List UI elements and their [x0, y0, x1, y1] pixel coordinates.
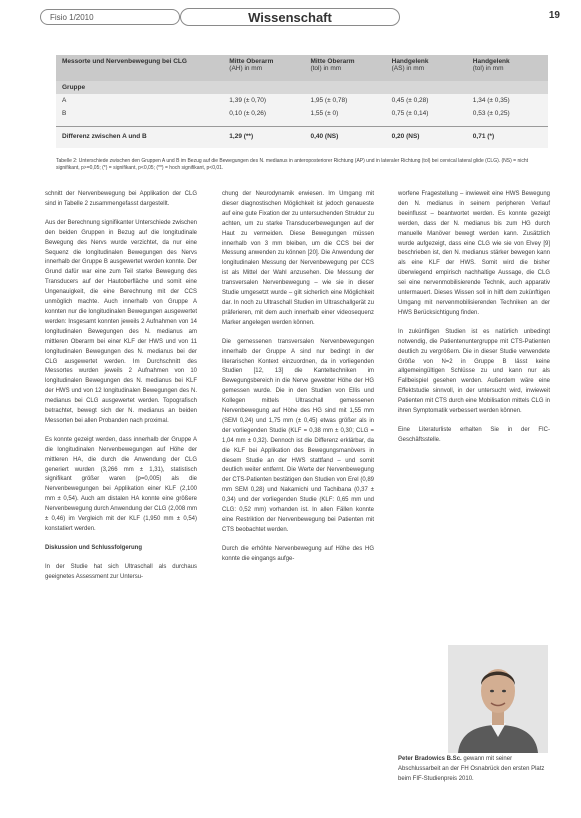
text-column-2 [222, 190, 374, 574]
table-header-unit: (tol) in mm [472, 65, 504, 72]
section-title: Wissenschaft [180, 8, 400, 26]
table-header-cell: Messorte und Nervenbewegung bei CLG [56, 55, 223, 81]
table-difference-cell: 0,20 (NS) [386, 127, 467, 146]
body-paragraph: Aus der Berechnung signifikanter Unterschiede zwischen den beiden Gruppen in Bezug auf die longitudinale Bewegung des Nervs wurde verzichtet, da nur eine Sequenz die longitudinalen Bewegungen des Nervs innerhalb der Gruppe B ausgewertet werden konnte. Der Grund dafür war eine zum Teil starke Bewegung des Transducers auf der Hautoberfläche und somit eine Ungenauigkeit, die eine Berechnung mit der CCS unmöglich machte. Auch innerhalb von Gruppe A konnten nur die longitudinalen Bewegungen ausgewertet werden: Insgesamt konnten jeweils 2 Aufnahmen von 14 longitudinalen Bewegungen des N. medianus am mittleren Oberarm bei einer KLF der HWS und von 11 longitudinalen Bewegungen des N. medianus bei der CLG ausgewertet werden. Im Durchschnitt des Messortes wurden jeweils 2 Aufnahmen von 10 longitudinalen Bewegungen des N. medianus bei KLF der HWS und von 12 longitudinalen Bewegungen des N. medianus bei CLG ausgewertet werden. Topografisch betrachtet, bewegt sich der N. medianus an beiden Messorten bei allen Probanden nach proximal. [45, 219, 197, 424]
table-cell: 1,39 (± 0,70) [229, 97, 267, 104]
text-column-1 [45, 190, 197, 592]
table-header-row [56, 55, 548, 81]
table-group-cell [223, 81, 304, 94]
text-column-3 [398, 190, 550, 455]
portrait-image [448, 645, 548, 753]
table-difference-cell: 1,29 (**) [223, 127, 304, 146]
table-cell: 0,45 (± 0,28) [391, 97, 429, 104]
body-paragraph: In der Studie hat sich Ultraschall als durchaus geeignetes Assessment zur Untersu- [45, 563, 197, 580]
table-caption: Tabelle 2: Unterschiede zwischen den Gruppen A und B im Bezug auf die Bewegungen des N. medianus in anteroposteriorer Richtung (AP) und in lateraler Richtung (tol) bei cervical lateral glide (CLG). (NS) = nicht signifikant, p>=0,05; (*) = signifikant, p<0,05; (**) = hoch signifikant, p<0,01. [56, 158, 529, 171]
body-paragraph: In zukünftigen Studien ist es natürlich unbedingt notwendig, die Patientenuntergruppe mit CTS-Patienten deutlich zu vergrößern. Die in dieser Studie verwendete Größe von N=2 in Gruppe B lässt keine allgemeingültigen Schlüsse zu und kann nur als Fallbeispiel gesehen werden. Außerdem wäre eine Effektstudie sinnvoll, in der untersucht wird, inwieweit Patienten mit CTS durch eine Mobilisation mittels CLG in ihren Symptomatik verbessert werden können. [398, 328, 550, 415]
table-row [56, 107, 548, 120]
table-difference-cell: 0,40 (NS) [304, 127, 385, 146]
body-paragraph: Durch die erhöhte Nervenbewegung auf Höhe des HG konnte die eingangs aufge- [222, 545, 374, 562]
body-paragraph: schnitt der Nervenbewegung bei Applikation der CLG sind in Tabelle 2 zusammengefasst dargestellt. [45, 191, 197, 207]
table-cell: 1,55 (± 0) [310, 110, 339, 117]
table-header-label: Handgelenk [472, 58, 510, 65]
table-header-label: Mitte Oberarm [229, 58, 274, 65]
photo-caption-name: Peter Bradowics B.Sc. [398, 756, 462, 762]
journal-issue: Fisio 1/2010 [40, 9, 180, 25]
body-paragraph: chung der Neurodynamik erwiesen. Im Umgang mit dieser diagnostischen Möglichkeit ist jedoch genaueste auf eine gute Fixation der zu untersuchenden Struktur zu achten, um zu starke Transducerbewegungen auf der Haut zu vermeiden. Diese Bewegungen müssen innerhalb von 3 mm bleiben, um die CCS bei der Messung anwenden zu können [20]. Die Anwendung der longitudinalen Messung der Nervenbewegung per CCS ist als Mittel der Wahl anzusehen. Die Messung der transversalen Nervenbewegung – wie sie in dieser Studie umgesetzt wurde – gilt sicherlich eine Möglichkeit dar. In noch zu Ultraschall Studien im Ultraschallgerät zu präferieren, mit dem auch innerhalb einer videosequenz Marker angelegen werden können. [222, 191, 374, 326]
table-cell: 0,75 (± 0,14) [391, 110, 429, 117]
table-cell: 0,53 (± 0,25) [472, 110, 510, 117]
table-difference-label: Differenz zwischen A und B [56, 127, 223, 146]
page-number: 19 [548, 10, 560, 21]
table-header-label: Mitte Oberarm [310, 58, 355, 65]
table-group-cell [386, 81, 467, 94]
section-heading: Diskussion und Schlussfolgerung [45, 544, 143, 551]
table-difference-cell: 0,71 (*) [467, 127, 548, 146]
results-table [56, 55, 548, 148]
table-header-cell [304, 55, 385, 81]
body-paragraph: Die gemessenen transversalen Nervenbewegungen innerhalb der Gruppe A sind nur bedingt in der literarischen Kontext einzuordnen, da in vorliegenden Studien [12, 13] die Kanteltechniken im Bewegungsbereich in die Nerve gewebter Höhe der HG gemessen wurde. Die in den Studien von Ellis und Kollegen mittels Ultraschall gemessenen Nervenbewegung auf Höhe des HG sind mit 1,55 mm (SEM 0,24) und 1,75 mm (± 0,45) etwas größer als in der vorliegenden Studie (KLF = 0,38 mm ± 0,30; CLG = 1,04 mm ± 0,32). Dennoch ist die Differenz erklärbar, da die KLF bei Applikation des Bewegungsmanövers in diesem Studie an der HWS stattfand – und somit deutlich weiter entfernt. Die Werte der Nervenbewegung der CTS-Patienten bestätigen den Studien von Erel (0,89 mm SEM 0,28) und Nakamichi und Tachibana (0,37 ± 0,34) und der vorliegenden Studie (KLF: 0,65 mm und CLG: 0,52 mm) vorhanden ist. In allen Fällen konnte eine Restriktion der Nervenbewegung bei Patienten mit CTS beobachtet werden. [222, 338, 374, 533]
table-cell: 1,34 (± 0,35) [472, 97, 510, 104]
body-paragraph: worfene Fragestellung – inwieweit eine HWS Bewegung den N. medianus in seinem peripheren Verlauf beeinflusst – beantwortet werden. Es konnte gezeigt werden, dass der N. medianus bis zum HG durch manuelle Manöver bewegt werden kann. Zusätzlich wurde aufgezeigt, dass eine CLG wie sie von Elvey [9] beschrieben ist, den N. medianus stärker bewegen kann als eine KLF der HWS. Somit wird die bisher überwiegend empirisch nachhaltige Aussage, die CLG sei eine nervenmobilisierende Technik, auch apparativ untermauert. Dieses Wissen soll in hilft dem zukünftigen Umgang mit nervenmobilisierenden Techniken an der HWS Berücksichtigung finden. [398, 191, 550, 316]
table-row-label: A [62, 97, 67, 104]
table-cell: 1,95 (± 0,78) [310, 97, 348, 104]
table-group-label: Gruppe [56, 81, 223, 94]
body-paragraph: Es konnte gezeigt werden, dass innerhalb der Gruppe A die longitudinalen Nervenbewegungen auf Höhe der mittleren HA, die durch die Anwendung der CLG generiert wurden (3,266 mm ± 1,31), statistisch signifikant größer waren (p=0,005) als die Nervenbewegungen bei Applikation einer KLF (2,100 mm ± 0,54). Auch am distalen HA konnte eine größere Nervenbewegung durch Anwendung der CLG (2,008 mm ± 0,46) im Vergleich mit der KLF (1,950 mm ± 0,54) konstatiert werden. [45, 436, 197, 532]
table-row-label: B [62, 110, 67, 117]
table-group-cell [467, 81, 548, 94]
table-cell: 0,10 (± 0,26) [229, 110, 267, 117]
photo-caption-text: gewann mit seiner Abschlussarbeit an der FH Osnabrück den ersten Platz beim FIF-Studienpreis 2010. [398, 756, 545, 782]
table-difference-row [56, 127, 548, 146]
table-header-label: Handgelenk [391, 58, 429, 65]
table-header-unit: (AS) in mm [391, 65, 425, 72]
table-group-row [56, 81, 548, 94]
table-header-cell [386, 55, 467, 81]
page-header [40, 8, 560, 28]
photo-caption [398, 755, 550, 785]
author-photo [448, 645, 548, 753]
body-paragraph: Eine Literaturliste erhalten Sie in der FIC-Geschäftsstelle. [398, 426, 550, 443]
table-group-cell [304, 81, 385, 94]
table-header-unit: (tol) in mm [310, 65, 342, 72]
table-header-cell [467, 55, 548, 81]
table-row [56, 94, 548, 107]
table-header-cell [223, 55, 304, 81]
table-header-unit: (AH) in mm [229, 65, 263, 72]
